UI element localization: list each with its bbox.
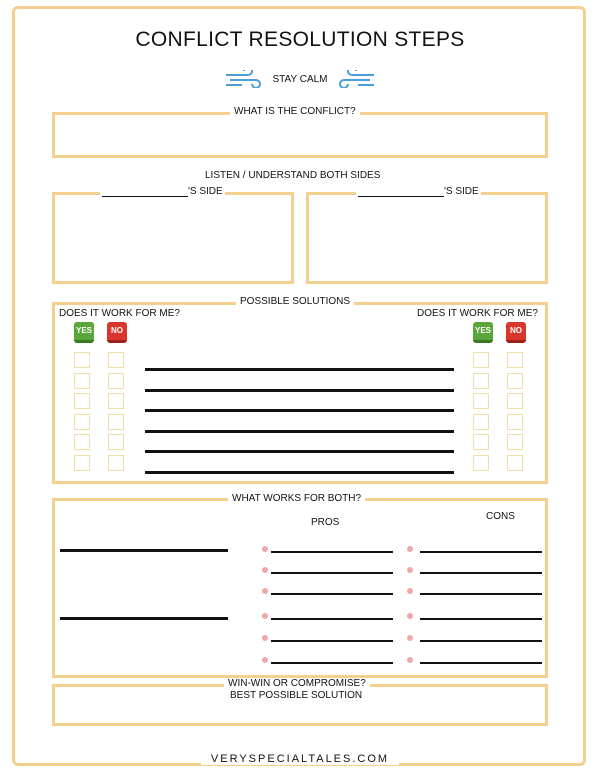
win-label: WIN-WIN OR COMPROMISE? [224, 678, 370, 689]
yes-badge-right: YES [473, 322, 493, 343]
no-checkbox[interactable] [507, 393, 523, 409]
pros-label: PROS [311, 517, 340, 528]
cons-bullet-icon [407, 635, 413, 641]
pros-line[interactable] [271, 593, 393, 595]
yes-checkbox[interactable] [473, 373, 489, 389]
solution-line[interactable] [145, 430, 454, 433]
pros-line[interactable] [271, 572, 393, 574]
both-label: WHAT WORKS FOR BOTH? [228, 493, 365, 504]
cons-bullet-icon [407, 546, 413, 552]
works-question-right: DOES IT WORK FOR ME? [417, 308, 538, 319]
cons-bullet-icon [407, 657, 413, 663]
yes-checkbox[interactable] [74, 373, 90, 389]
yes-checkbox[interactable] [74, 352, 90, 368]
no-checkbox[interactable] [108, 414, 124, 430]
yes-badge-left: YES [74, 322, 94, 343]
works-question-left: DOES IT WORK FOR ME? [59, 308, 180, 319]
solutions-label: POSSIBLE SOLUTIONS [236, 296, 354, 307]
page-title: CONFLICT RESOLUTION STEPS [135, 28, 465, 51]
option-line[interactable] [60, 549, 228, 552]
cons-line[interactable] [420, 551, 542, 553]
no-checkbox[interactable] [108, 352, 124, 368]
no-checkbox[interactable] [507, 373, 523, 389]
solution-line[interactable] [145, 389, 454, 392]
yes-checkbox[interactable] [473, 393, 489, 409]
cons-label: CONS [486, 511, 515, 522]
yes-checkbox[interactable] [74, 455, 90, 471]
yes-checkbox[interactable] [74, 434, 90, 450]
yes-checkbox[interactable] [473, 434, 489, 450]
yes-checkbox[interactable] [74, 393, 90, 409]
both-box [52, 498, 548, 678]
pros-bullet-icon [262, 613, 268, 619]
wind-icon-right [338, 74, 376, 85]
side-a-box[interactable] [52, 192, 294, 284]
pros-bullet-icon [262, 588, 268, 594]
listen-label: LISTEN / UNDERSTAND BOTH SIDES [205, 170, 381, 181]
pros-line[interactable] [271, 551, 393, 553]
wind-icon-left [224, 74, 265, 85]
side-a-label: 'S SIDE [100, 186, 225, 197]
cons-bullet-icon [407, 588, 413, 594]
solution-line[interactable] [145, 409, 454, 412]
cons-bullet-icon [407, 613, 413, 619]
cons-line[interactable] [420, 593, 542, 595]
pros-bullet-icon [262, 546, 268, 552]
cons-line[interactable] [420, 572, 542, 574]
yes-checkbox[interactable] [473, 455, 489, 471]
no-checkbox[interactable] [108, 393, 124, 409]
no-badge-left: NO [107, 322, 127, 343]
option-line[interactable] [60, 617, 228, 620]
side-a-name-blank[interactable] [102, 187, 188, 197]
conflict-box[interactable] [52, 112, 548, 158]
solution-line[interactable] [145, 471, 454, 474]
yes-checkbox[interactable] [473, 352, 489, 368]
yes-checkbox[interactable] [74, 414, 90, 430]
no-checkbox[interactable] [108, 373, 124, 389]
cons-line[interactable] [420, 662, 542, 664]
no-checkbox[interactable] [108, 455, 124, 471]
no-checkbox[interactable] [108, 434, 124, 450]
no-checkbox[interactable] [507, 352, 523, 368]
side-b-label: 'S SIDE [356, 186, 481, 197]
no-checkbox[interactable] [507, 414, 523, 430]
solution-line[interactable] [145, 450, 454, 453]
no-checkbox[interactable] [507, 455, 523, 471]
pros-line[interactable] [271, 662, 393, 664]
side-b-name-blank[interactable] [358, 187, 444, 197]
stay-calm-row [0, 70, 600, 88]
pros-line[interactable] [271, 640, 393, 642]
solution-line[interactable] [145, 368, 454, 371]
side-b-box[interactable] [306, 192, 548, 284]
cons-line[interactable] [420, 618, 542, 620]
cons-line[interactable] [420, 640, 542, 642]
cons-bullet-icon [407, 567, 413, 573]
conflict-label: WHAT IS THE CONFLICT? [230, 106, 360, 117]
yes-checkbox[interactable] [473, 414, 489, 430]
pros-bullet-icon [262, 657, 268, 663]
footer-url[interactable]: VERYSPECIALTALES.COM [201, 753, 399, 765]
no-checkbox[interactable] [507, 434, 523, 450]
footer [0, 753, 600, 765]
best-label: BEST POSSIBLE SOLUTION [230, 690, 363, 701]
pros-line[interactable] [271, 618, 393, 620]
no-badge-right: NO [506, 322, 526, 343]
pros-bullet-icon [262, 635, 268, 641]
stay-calm-text: STAY CALM [272, 73, 328, 85]
pros-bullet-icon [262, 567, 268, 573]
